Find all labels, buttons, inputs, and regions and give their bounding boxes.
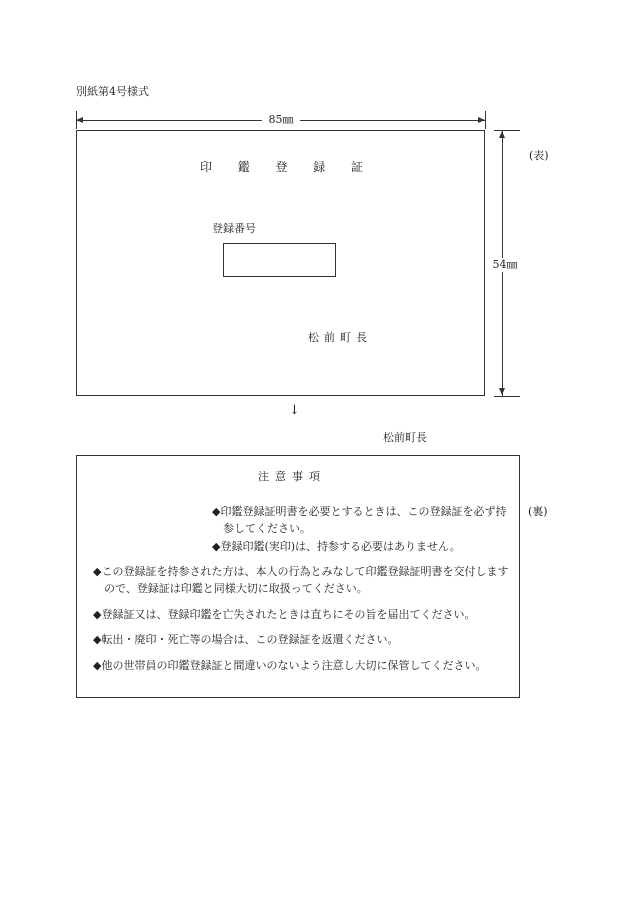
registration-number-box (223, 243, 336, 277)
form-title: 別紙第4号様式 (76, 85, 149, 98)
down-arrow-icon: ↓ (289, 403, 300, 418)
card-back-title: 注意事項 (258, 470, 326, 483)
back-signature: 松前町長 (383, 431, 427, 444)
height-dimension-tick-bottom (494, 396, 520, 397)
height-dimension-label: 54㎜ (490, 258, 520, 272)
arrow-left-icon (76, 117, 83, 123)
height-dimension-tick-top (494, 130, 520, 131)
side-label-back: (裏) (528, 505, 548, 518)
width-dimension-tick-right (485, 111, 486, 129)
width-dimension-label: 85㎜ (262, 113, 300, 127)
arrow-right-icon (478, 117, 485, 123)
note-item: ◆この登録証を持参された方は、本人の行為とみなして印鑑登録証明書を交付しますので、登録証は印鑑と同様大切に取扱ってください。 (93, 565, 509, 595)
note-item: ◆登録証又は、登録印鑑を亡失されたときは直ちにその旨を届出てください。 (93, 608, 476, 621)
note-item: ◆登録印鑑(実印)は、持参する必要はありません。 (212, 540, 461, 553)
side-label-front: (表) (529, 149, 549, 162)
note-item: ◆印鑑登録証明書を必要とするときは、この登録証を必ず持参してください。 (212, 505, 507, 535)
title-char: 印 (200, 160, 214, 174)
registration-number-label: 登録番号 (212, 222, 256, 235)
card-front-title (200, 160, 364, 174)
note-item: ◆転出・廃印・死亡等の場合は、この登録証を返還ください。 (93, 633, 399, 646)
note-item: ◆他の世帯員の印鑑登録証と間違いのないよう注意し大切に保管してください。 (93, 659, 487, 672)
arrow-down-icon (499, 388, 505, 395)
title-char: 鑑 (237, 160, 251, 174)
title-char: 証 (350, 160, 364, 174)
mayor-signature: 松前町長 (308, 331, 372, 344)
arrow-up-icon (499, 131, 505, 138)
title-char: 登 (275, 160, 289, 174)
title-char: 録 (313, 160, 327, 174)
